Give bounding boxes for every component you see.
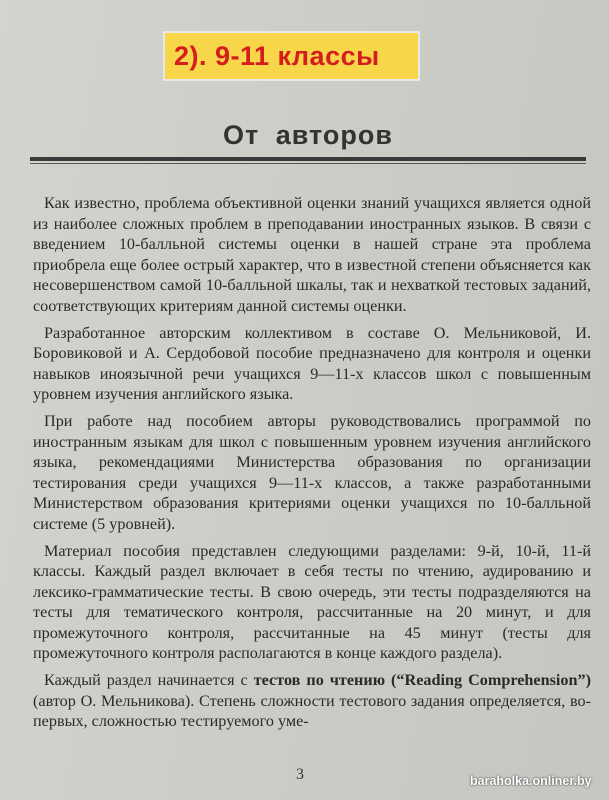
paragraph-bold-term: тестов по чтению (“Reading Comprehension”)	[253, 671, 591, 690]
paragraph: Материал пособия представлен следующими разделами: 9-й, 10-й, 11-й классы. Каждый раздел включает в себя тесты по чтению, аудированию и лексико-грамматические тесты. В свою очередь, эти тесты подразделяются на тесты для тематического контроля, рассчитанные на 20 минут, и для промежуточного контроля, рассчитанные на 45 минут (тесты для промежуточного контроля располагаются в конце каждого раздела).	[33, 541, 591, 663]
title-rule-thin	[30, 163, 586, 164]
section-heading	[30, 120, 586, 164]
title-rule-thick	[30, 157, 586, 161]
page-title: От авторов	[223, 120, 393, 150]
watermark: baraholka.onliner.by	[470, 774, 592, 788]
body-text	[33, 193, 591, 738]
paragraph-rest: (автор О. Мельникова). Степень сложности тестового задания определяется, во-первых, сложностью тестируемого уме-	[33, 691, 591, 731]
paragraph: Разработанное авторским коллективом в составе О. Мельниковой, И. Боровиковой и А. Сердобовой пособие предназначено для контроля и оценки навыков иноязычной речи учащихся 9—11-х классов школ с повышенным уровнем изучения английского языка.	[33, 323, 591, 404]
page-number: 3	[296, 766, 304, 783]
paragraph: При работе над пособием авторы руководствовались программой по иностранным языкам для школ с повышенным уровнем изучения английского языка, рекомендациями Министерства образования по организации тестирования среди учащихся 9—11-х классов, а также разработанными Министерством образования критериями оценки учащихся по 10-балльной системе (5 уровней).	[33, 411, 591, 533]
paragraph: Как известно, проблема объективной оценки знаний учащихся является одной из наиболее сложных проблем в преподавании иностранных языков. В связи с введением 10-балльной системы оценки в нашей стране эта проблема приобрела еще более острый характер, что в известной степени объясняется как несовершенством самой 10-балльной шкалы, так и нехваткой тестовых заданий, соответствующих критериям данной системы оценки.	[33, 194, 591, 315]
paragraph-lead: Каждый раздел начинается с	[44, 671, 254, 690]
class-range-badge	[163, 31, 420, 81]
paragraph	[33, 670, 591, 732]
class-range-label: 2). 9-11 классы	[174, 40, 380, 71]
